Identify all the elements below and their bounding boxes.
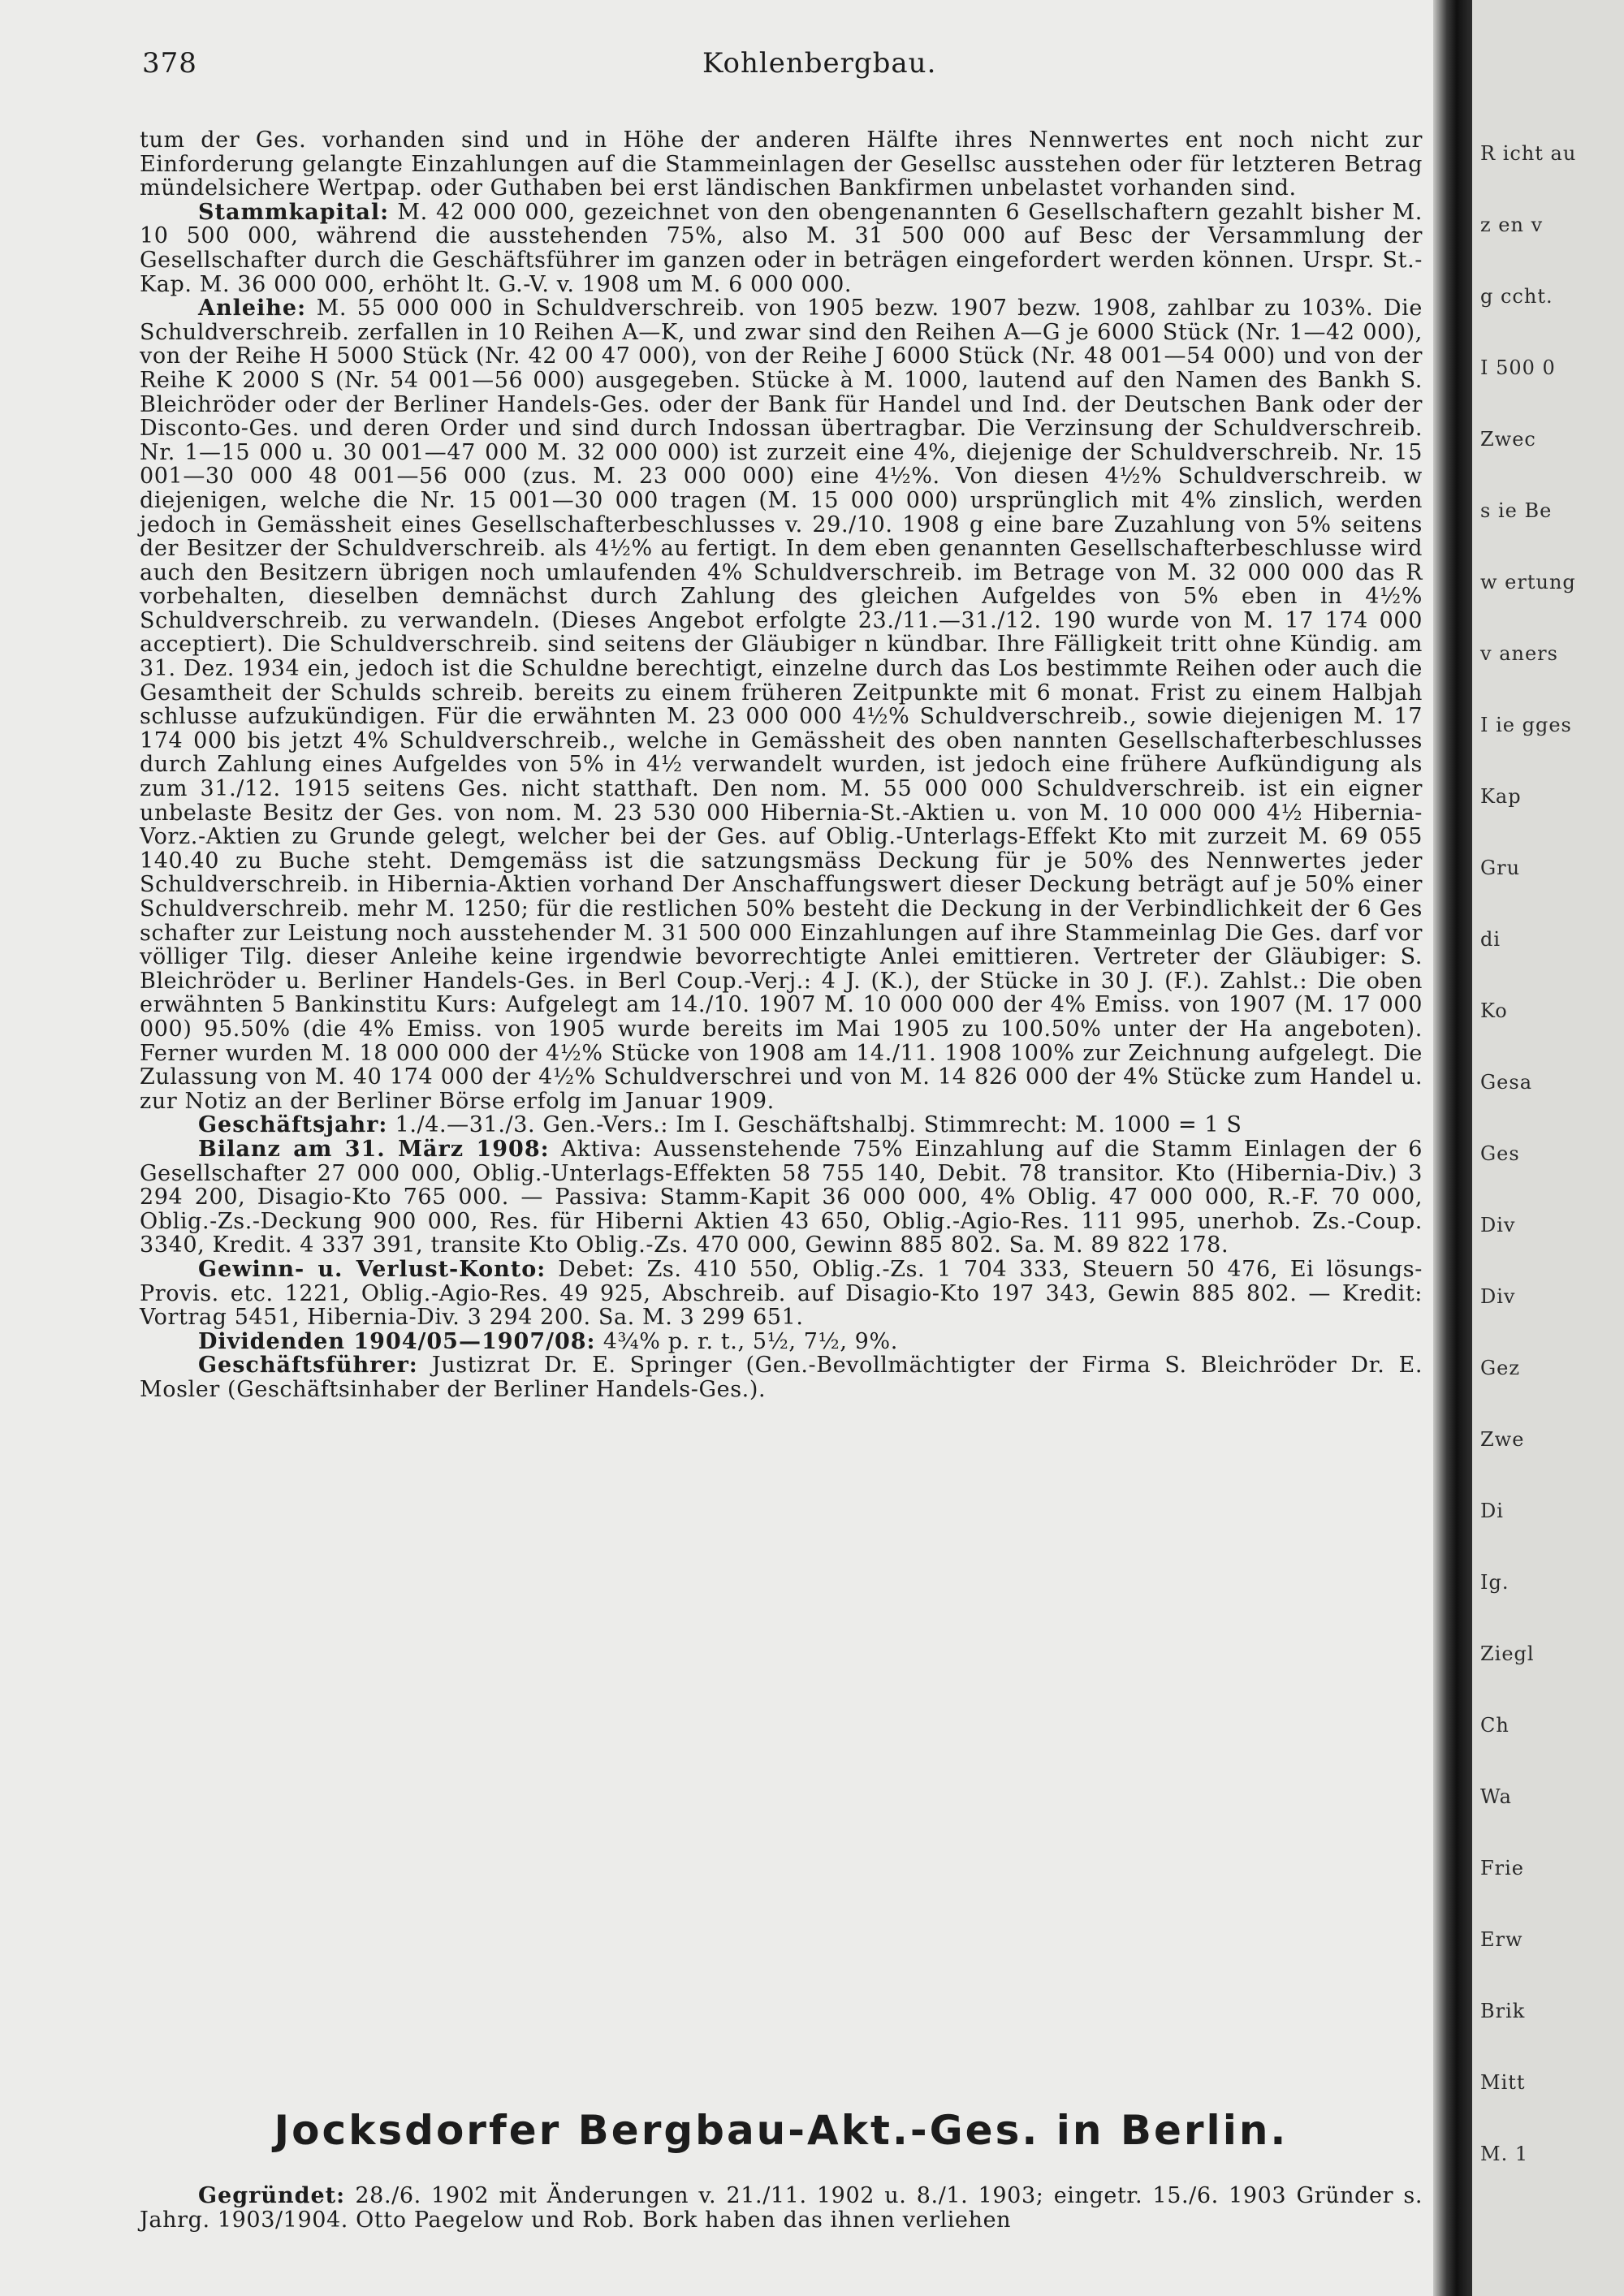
neighbor-text-fragment: Di [1480, 1500, 1504, 1522]
neighbor-text-fragment: w ertung [1480, 571, 1576, 593]
company-heading: Jocksdorfer Bergbau-Akt.-Ges. in Berlin. [274, 2107, 1289, 2154]
paragraph-text: 1./4.—31./3. Gen.-Vers.: Im I. Geschäftshalbj. Stimmrecht: M. 1000 = 1 S [395, 1112, 1242, 1138]
paragraph-text: M. 55 000 000 in Schuldverschreib. von 1905 bezw. 1907 bezw. 1908, zahlbar zu 103%. Die Schuldverschreib. zerfallen in 10 Reihen A—K, und zwar sind den Reihen A—G je 6000 Stück (Nr. 1—42 000), von der Reihe H 5000 Stück (Nr. 42 00 47 000), von der Reihe J 6000 Stück (Nr. 48 001—54 000) und von der Reihe K 2000 S (Nr. 54 001—56 000) ausgegeben. Stücke à M. 1000, lautend auf den Namen des Bankh S. Bleichröder oder der Berliner Handels-Ges. oder der Bank für Handel und Ind. der Deutschen Bank oder der Disconto-Ges. und deren Order und sind durch Indossan übertragbar. Die Verzinsung der Schuldverschreib. Nr. 1—15 000 u. 30 001—47 000 M. 32 000 000) ist zurzeit eine 4%, diejenige der Schuldverschreib. Nr. 15 001—30 000 48 001—56 000 (zus. M. 23 000 000) eine 4½%. Von diesen 4½% Schuldverschreib. w diejenigen, welche die Nr. 15 001—30 000 tragen (M. 15 000 000) ursprünglich mit 4% zinslich, werden jedoch in Gemässheit eines Gesellschafterbeschlusses v. 29./10. 1908 g eine bare Zuzahlung von 5% seitens der Besitzer der Schuldverschreib. als 4½% au fertigt. In dem eben genannten Gesellschafterbeschlusse wird auch den Besitzern übrigen noch umlaufenden 4% Schuldverschreib. im Betrage von M. 32 000 000 das R vorbehalten, dieselben demnächst durch Zahlung des gleichen Aufgeldes von 5% eben in 4½% Schuldverschreib. zu verwandeln. (Dieses Angebot erfolgte 23./11.—31./12. 190 wurde von M. 17 174 000 acceptiert). Die Schuldverschreib. sind seitens der Gläubiger n kündbar. Ihre Fälligkeit tritt ohne Kündig. am 31. Dez. 1934 ein, jedoch ist die Schuldne berechtigt, einzelne durch das Los bestimmte Reihen oder auch die Gesamtheit der Schulds schreib. bereits zu einem früheren Zeitpunkte mit 6 monat. Frist zu einem Halbjah schlusse aufzukündigen. Für die erwähnten M. 23 000 000 4½% Schuldverschreib., sowie diejenigen M. 17 174 000 bis jetzt 4% Schuldverschreib., welche in Gemässheit des oben nannten Gesellschafterbeschlusses durch Zahlung eines Aufgeldes von 5% in 4½ verwandelt wurden, ist jedoch eine frühere Aufkündigung als zum 31./12. 1915 seitens Ges. nicht statthaft. Den nom. M. 55 000 000 Schuldverschreib. ist ein eigner unbelaste Besitz der Ges. von nom. M. 23 530 000 Hibernia-St.-Aktien u. von M. 10 000 000 4½ Hibernia-Vorz.-Aktien zu Grunde gelegt, welcher bei der Ges. auf Oblig.-Unterlags-Effekt Kto mit zurzeit M. 69 055 140.40 zu Buche steht. Demgemäss ist die satzungsmäss Deckung für je 50% des Nennwertes jeder Schuldverschreib. in Hibernia-Aktien vorhand Der Anschaffungswert dieser Deckung beträgt auf je 50% einer Schuldverschreib. mehr M. 1250; für die restlichen 50% besteht die Deckung in der Verbindlichkeit der 6 Ges schafter zur Leistung noch ausstehender M. 31 500 000 Einzahlungen auf ihre Stammeinlag Die Ges. darf vor völliger Tilg. dieser Anleihe keine irgendwie bevorrechtigte Anlei emittieren. Vertreter der Gläubiger: S. Bleichröder u. Berliner Handels-Ges. in Berl Coup.-Verj.: 4 J. (K.), der Stücke in 30 J. (F.). Zahlst.: Die oben erwähnten 5 Bankinstitu Kurs: Aufgelegt am 14./10. 1907 M. 10 000 000 der 4% Emiss. von 1907 (M. 17 000 000) 95.50% (die 4% Emiss. von 1905 wurde bereits im Mai 1905 zu 100.50% unter der Ha angeboten). Ferner wurden M. 18 000 000 der 4½% Stücke von 1908 am 14./11. 1908 100% zur Zeichnung aufgelegt. Die Zulassung von M. 40 174 000 der 4½% Schuldverschrei und von M. 14 826 000 der 4% Stücke zum Handel u. zur Notiz an der Berliner Börse erfolg im Januar 1909. [140, 296, 1423, 1114]
neighbor-text-fragment: z en v [1480, 214, 1544, 236]
section-label: Geschäftsjahr: [198, 1112, 388, 1138]
neighbor-text-fragment: Ziegl [1480, 1642, 1535, 1665]
paragraph-text: 4¾% p. r. t., 5½, 7½, 9%. [603, 1328, 898, 1354]
neighbor-text-fragment: Zwe [1480, 1428, 1525, 1451]
running-title: Kohlenbergbau. [702, 47, 937, 80]
neighbor-text-fragment: Ges [1480, 1142, 1520, 1165]
neighbor-text-fragment: g ccht. [1480, 285, 1553, 308]
neighbor-text-fragment: Erw [1480, 1928, 1523, 1951]
neighbor-text-fragment: Ch [1480, 1714, 1510, 1737]
paragraph-text: Justizrat Dr. E. Springer (Gen.-Bevollmächtigter der Firma S. Bleichröder Dr. E. Mosler (Geschäftsinhaber der Berliner Handels-Ges.). [140, 1353, 1423, 1402]
company-body [140, 2184, 1423, 2232]
neighbor-text-fragment: I 500 0 [1480, 356, 1556, 379]
neighbor-text-fragment: Gru [1480, 857, 1521, 879]
paragraph-continuation [140, 128, 1423, 201]
neighbor-text-fragment: Brik [1480, 2000, 1526, 2022]
neighbor-text-fragment: Zwec [1480, 428, 1536, 451]
neighbor-text-fragment: Gesa [1480, 1071, 1532, 1094]
neighbor-text-fragment: Div [1480, 1285, 1516, 1308]
book-binding-gutter [1433, 0, 1472, 2296]
neighbor-text-fragment: Frie [1480, 1857, 1525, 1880]
neighbor-text-fragment: R icht au [1480, 142, 1577, 165]
neighbor-text-fragment: Div [1480, 1214, 1516, 1236]
paragraph-gewinn-verlust [140, 1258, 1423, 1330]
section-label: Stammkapital: [198, 199, 390, 225]
paragraph-bilanz [140, 1137, 1423, 1258]
page-number: 378 [142, 47, 197, 80]
section-label: Anleihe: [198, 296, 307, 322]
section-label: Gegründet: [198, 2183, 346, 2208]
neighbor-text-fragment: Gez [1480, 1357, 1521, 1379]
section-label: Gewinn- u. Verlust-Konto: [198, 1256, 546, 1282]
article-body [140, 128, 1423, 1401]
paragraph-text: Debet: Zs. 410 550, Oblig.-Zs. 1 704 333, Steuern 50 476, Ei lösungs-Provis. etc. 1221, Oblig.-Agio-Res. 49 925, Abschreib. auf Disagio-Kto 197 343, Gewin 885 802. — Kredit: Vortrag 5451, Hibernia-Div. 3 294 200. Sa. M. 3 299 651. [140, 1256, 1423, 1331]
neighbor-page-edge [1472, 0, 1624, 2296]
neighbor-text-fragment: I ie gges [1480, 714, 1572, 736]
paragraph-geschaeftsfuehrer [140, 1353, 1423, 1401]
neighbor-text-fragment: Kap [1480, 785, 1522, 808]
paragraph-text: 28./6. 1902 mit Änderungen v. 21./11. 1902 u. 8./1. 1903; eingetr. 15./6. 1903 Gründer s. Jahrg. 1903/1904. Otto Paegelow und Rob. Bork haben das ihnen verliehen [140, 2183, 1423, 2233]
neighbor-text-fragment: Mitt [1480, 2071, 1526, 2094]
paragraph-anleihe [140, 296, 1423, 1113]
neighbor-text-fragment: di [1480, 928, 1501, 951]
paragraph-stammkapital [140, 201, 1423, 296]
section-label: Bilanz am 31. März 1908: [198, 1136, 550, 1162]
paragraph-text: Aktiva: Aussenstehende 75% Einzahlung auf die Stamm Einlagen der 6 Gesellschafter 27 000 000, Oblig.-Unterlags-Effekten 58 755 140, Debit. 78 transitor. Kto (Hibernia-Div.) 3 294 200, Disagio-Kto 765 000. — Passiva: Stamm-Kapit 36 000 000, 4% Oblig. 47 000 000, R.-F. 70 000, Oblig.-Zs.-Deckung 900 000, Res. für Hiberni Aktien 43 650, Oblig.-Agio-Res. 111 995, unerhob. Zs.-Coup. 3340, Kredit. 4 337 391, transite Kto Oblig.-Zs. 470 000, Gewinn 885 802. Sa. M. 89 822 178. [140, 1136, 1423, 1258]
paragraph-geschaeftsjahr [140, 1113, 1423, 1137]
neighbor-text-fragment: M. 1 [1480, 2143, 1529, 2165]
section-label: Geschäftsführer: [198, 1353, 418, 1379]
paragraph-text: M. 42 000 000, gezeichnet von den obengenannten 6 Gesellschaftern gezahlt bisher M. 10 500 000, während die ausstehenden 75%, also M. 31 500 000 auf Besc der Versammlung der Gesellschafter durch die Geschäftsführer im ganzen oder in beträgen eingefordert werden können. Urspr. St.-Kap. M. 36 000 000, erhöht lt. G.-V. v. 1908 um M. 6 000 000. [140, 199, 1423, 297]
neighbor-text-fragment: s ie Be [1480, 499, 1553, 522]
paragraph-gegruendet [140, 2184, 1423, 2232]
paragraph-text: tum der Ges. vorhanden sind und in Höhe der anderen Hälfte ihres Nennwertes ent noch nicht zur Einforderung gelangte Einzahlungen auf die Stammeinlagen der Gesellsc ausstehen oder für letzteren Betrag mündelsichere Wertpap. oder Guthaben bei erst ländischen Bankfirmen unbelastet vorhanden sind. [140, 127, 1423, 201]
section-label: Dividenden 1904/05—1907/08: [198, 1328, 596, 1354]
page-header [142, 47, 1417, 88]
neighbor-text-fragment: Ig. [1480, 1571, 1510, 1594]
neighbor-text-fragment: Wa [1480, 1785, 1512, 1808]
neighbor-text-fragment: Ko [1480, 999, 1508, 1022]
paragraph-dividenden [140, 1330, 1423, 1354]
neighbor-text-fragment: v aners [1480, 642, 1558, 665]
